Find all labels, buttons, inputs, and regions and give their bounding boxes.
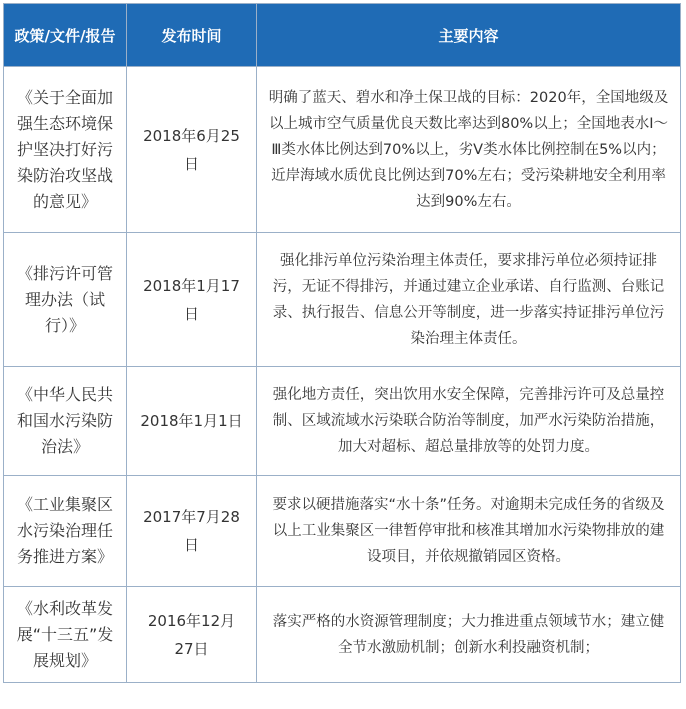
table-row [4,233,681,367]
table-row [4,587,681,683]
header-date: 发布时间 [127,4,257,67]
policy-content: 强化排污单位污染治理主体责任，要求排污单位必须持证排污，无证不得排污，并通过建立企业承诺、自行监测、台账记录、执行报告、信息公开等制度，进一步落实持证排污单位污染治理主体责任。 [257,233,681,367]
policy-name: 《水利改革发展“十三五”发展规划》 [4,587,127,683]
release-date: 2018年6月25日 [127,67,257,233]
policy-name: 《中华人民共和国水污染防治法》 [4,367,127,476]
release-date: 2018年1月17日 [127,233,257,367]
policy-content: 落实严格的水资源管理制度；大力推进重点领域节水；建立健全节水激励机制；创新水利投融资机制； [257,587,681,683]
table-row [4,367,681,476]
policy-name: 《关于全面加强生态环境保护坚决打好污染防治攻坚战的意见》 [4,67,127,233]
release-date: 2018年1月1日 [127,367,257,476]
policy-name: 《排污许可管理办法（试行）》 [4,233,127,367]
policy-content: 强化地方责任，突出饮用水安全保障，完善排污许可及总量控制、区域流域水污染联合防治等制度，加严水污染防治措施，加大对超标、超总量排放等的处罚力度。 [257,367,681,476]
header-policy: 政策/文件/报告 [4,4,127,67]
policy-name: 《工业集聚区水污染治理任务推进方案》 [4,476,127,587]
release-date: 2016年12月27日 [127,587,257,683]
table-row [4,67,681,233]
table-header-row [4,4,681,67]
policy-table [3,3,681,683]
release-date: 2017年7月28日 [127,476,257,587]
policy-content: 要求以硬措施落实“水十条”任务。对逾期未完成任务的省级及以上工业集聚区一律暂停审批和核准其增加水污染物排放的建设项目，并依规撤销园区资格。 [257,476,681,587]
header-content: 主要内容 [257,4,681,67]
table-row [4,476,681,587]
policy-content: 明确了蓝天、碧水和净土保卫战的目标：2020年，全国地级及以上城市空气质量优良天数比率达到80%以上；全国地表水Ⅰ～Ⅲ类水体比例达到70%以上，劣Ⅴ类水体比例控制在5%以内；近岸海域水质优良比例达到70%左右；受污染耕地安全利用率达到90%左右。 [257,67,681,233]
